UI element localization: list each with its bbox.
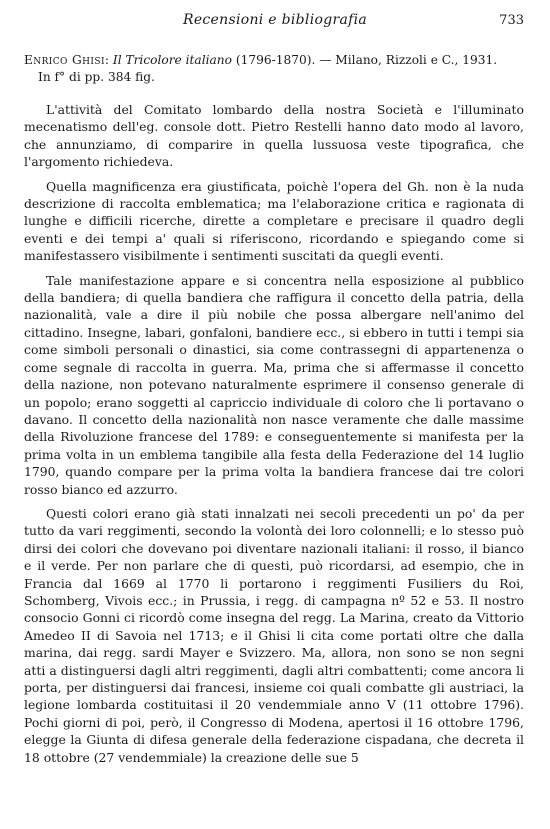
review-body — [24, 101, 524, 766]
running-title: Recensioni e bibliografia — [182, 12, 368, 28]
paragraph-1: L'attività del Comitato lombardo della nostra Società e l'illuminato mecenatismo dell'eg. console dott. Pietro Restelli hanno dato modo al lavoro, che annunziamo, di comparire in quella lussuosa veste tipografica, che l'argomento richiedeva. — [24, 102, 524, 170]
page-number: 733 — [499, 13, 524, 28]
citation-details: In f° di pp. 384 fig. — [38, 70, 155, 84]
bibliographic-citation: Enrico Ghisi: Il Tricolore italiano (1796-1870). — Milano, Rizzoli e C., 1931. In f° di pp. 384 fig. — [24, 52, 524, 86]
paragraph-3: Tale manifestazione appare e si concentra nella esposizione al pubblico della bandiera; di quella bandiera che raffigura il concetto della patria, della nazionalità, vale a dire il più nobile che possa albergare nell'animo del cittadino. Insegne, labari, gonfaloni, bandiere ecc., si ebbero in tutti i tempi sia come simboli personali o dinastici, sia come contrassegni di appartenenza o come segnale di raccolta in guerra. Ma, prima che si affermasse il concetto della nazione, non potevano naturalmente esprimere il consenso generale di un popolo; erano soggetti al capriccio individuale di coloro che li portavano o davano. Il concetto della nazionalità non nasce veramente che dalle massime della Rivoluzione francese del 1789: e conseguentemente si manifesta per la prima volta in un emblema tangibile alla festa della Federazione del 14 luglio 1790, quando compare per la prima volta la bandiera francese dai tre colori rosso bianco ed azzurro. — [24, 272, 524, 497]
citation-title: Il Tricolore italiano — [112, 53, 232, 67]
paragraph-4: Questi colori erano già stati innalzati nei secoli precedenti un po' da per tutto da vari reggimenti, secondo la volontà dei loro colonnelli; e lo stesso può dirsi dei colori che dovevano poi diventare nazionali italiani: il rosso, il bianco e il verde. Per non parlare che di questi, può ricordarsi, ad esempio, che in Francia dal 1669 al 1770 li portarono i reggimenti Fusiliers du Roi, Schomberg, Vivois ecc.; in Prussia, i regg. di campagna nº 52 e 53. Il nostro consocio Gonni ci ricordò come insegna del regg. La Marina, creato da Vittorio Amedeo II di Savoia nel 1713; e il Ghisi li cita come portati oltre che dalla marina, dai regg. sardi Mayer e Svizzero. Ma, allora, non sono se non segni atti a distinguersi dagli altri reggimenti, dagli altri combattenti; come ancora li porta, per distinguersi dai francesi, insieme coi quali combatte gli austriaci, la legione lombarda costituitasi il 20 vendemmiale anno V (11 ottobre 1796). Pochi giorni di poi, però, il Congresso di Modena, apertosi il 16 ottobre 1796, elegge la Giunta di difesa generale della federazione cispadana, che decreta il 18 ottobre (27 vendemmiale) la creazione delle sue 5 — [24, 505, 524, 765]
citation-author: Enrico Ghisi — [24, 53, 105, 67]
paragraph-2: Quella magnificenza era giustificata, poichè l'opera del Gh. non è la nuda descrizione di raccolta emblematica; ma l'elaborazione critica e ragionata di lunghe e difficili ricerche, dirette a completare e precisare il quadro degli eventi e dei tempi a' quali si riferiscono, ricordando e spiegando come si manifestassero visibilmente i sentimenti suscitati da quegli eventi. — [24, 178, 524, 264]
running-head — [0, 12, 550, 32]
citation-publication: (1796-1870). — Milano, Rizzoli e C., 1931. — [231, 53, 498, 67]
